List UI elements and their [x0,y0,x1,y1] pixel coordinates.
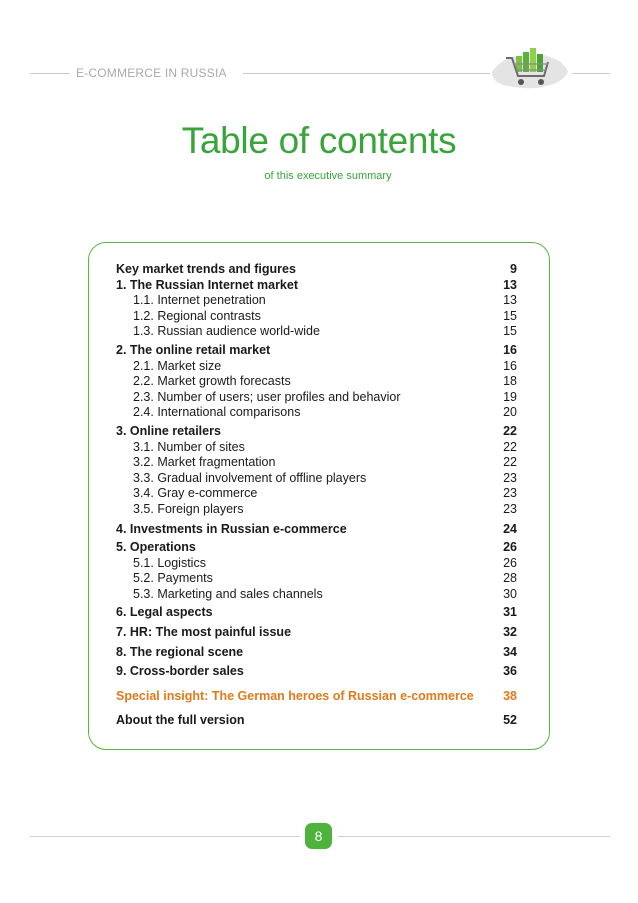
toc-entry-page: 9 [510,262,517,276]
toc-entry-page: 16 [503,358,517,373]
toc-entry-label: Key market trends and figures [116,262,296,276]
toc-entry-label: 8. The regional scene [116,644,244,659]
toc-entry-page: 22 [503,455,517,470]
toc-entry-page: 26 [503,540,517,555]
toc-entry-label: 2.2. Market growth forecasts [133,374,291,389]
toc-entry-page: 28 [503,571,517,586]
toc-entry-label: 3. Online retailers [116,423,221,438]
toc-section-entry[interactable] [116,262,517,278]
toc-entry-label: 5. Operations [116,540,196,555]
toc-entry-label: 5.1. Logistics [133,555,206,570]
toc-entry-page: 20 [503,405,517,420]
toc-section-entry[interactable] [116,605,517,621]
toc-entry-label: 6. Legal aspects [116,605,213,620]
header-rule-right [243,73,490,74]
toc-entry-page: 38 [503,688,517,703]
toc-entry-label: 9. Cross-border sales [116,664,244,679]
toc-entry-label: 2.4. International comparisons [133,405,301,420]
shopping-cart-russia-map-icon [488,42,570,98]
toc-section-entry[interactable] [116,424,517,440]
header-rule-far-right [572,73,610,74]
toc-entry-page: 22 [503,439,517,454]
toc-entry-page: 16 [503,342,517,357]
header-title: E-COMMERCE IN RUSSIA [76,66,227,80]
toc-section-entry[interactable] [116,343,517,359]
toc-entry-page: 23 [503,486,517,501]
toc-entry-page: 36 [503,664,517,679]
toc-entry-label: 3.5. Foreign players [133,501,244,516]
toc-section-entry[interactable] [116,645,517,661]
toc-entry-label: 3.2. Market fragmentation [133,455,276,470]
toc-entry-page: 13 [503,293,517,308]
toc-entry-label: 3.1. Number of sites [133,439,245,454]
footer-rule-right [338,836,610,837]
toc-subsection-entry[interactable] [116,502,517,518]
toc-section-entry[interactable] [116,689,517,705]
toc-subsection-entry[interactable] [116,324,517,340]
toc-section-entry[interactable] [116,522,517,538]
toc-entry-page: 52 [503,713,517,728]
toc-entry-page: 32 [503,625,517,640]
toc-entry-label: 3.3. Gradual involvement of offline players [133,470,367,485]
toc-subsection-entry[interactable] [116,556,517,572]
toc-entry-page: 23 [503,501,517,516]
toc-entry-label: 2. The online retail market [116,342,271,357]
toc-section-entry[interactable] [116,278,517,294]
toc-entry-label: 4. Investments in Russian e-commerce [116,521,347,536]
toc-entry-label: 3.4. Gray e-commerce [133,486,258,501]
toc-subsection-entry[interactable] [116,390,517,406]
toc-section-entry[interactable] [116,664,517,680]
toc-entry-label: 5.2. Payments [133,571,213,586]
toc-entry-label: 1.2. Regional contrasts [133,308,261,323]
toc-subsection-entry[interactable] [116,571,517,587]
toc-entry-page: 34 [503,644,517,659]
toc-entry-page: 18 [503,374,517,389]
toc-subsection-entry[interactable] [116,374,517,390]
toc-subsection-entry[interactable] [116,309,517,325]
toc-subsection-entry[interactable] [116,486,517,502]
toc-entry-page: 13 [503,277,517,292]
table-of-contents [116,262,517,729]
toc-subsection-entry[interactable] [116,440,517,456]
page-subtitle: of this executive summary [264,170,392,182]
toc-entry-page: 19 [503,389,517,404]
toc-section-entry[interactable] [116,625,517,641]
toc-subsection-entry[interactable] [116,587,517,603]
header-rule-left [30,73,70,74]
toc-entry-label: 5.3. Marketing and sales channels [133,586,323,601]
toc-entry-page: 23 [503,470,517,485]
toc-subsection-entry[interactable] [116,455,517,471]
toc-entry-page: 22 [503,423,517,438]
toc-entry-label: 2.3. Number of users; user profiles and behavior [133,389,401,404]
toc-entry-page: 30 [503,586,517,601]
toc-subsection-entry[interactable] [116,471,517,487]
toc-entry-label: About the full version [116,713,245,728]
toc-entry-label: 1.1. Internet penetration [133,293,266,308]
toc-entry-label: 1.3. Russian audience world-wide [133,324,320,339]
toc-subsection-entry[interactable] [116,293,517,309]
toc-section-entry[interactable] [116,713,517,729]
toc-entry-label: 2.1. Market size [133,358,222,373]
toc-subsection-entry[interactable] [116,359,517,375]
footer-rule-left [30,836,300,837]
toc-subsection-entry[interactable] [116,405,517,421]
toc-entry-page: 24 [503,521,517,536]
toc-entry-page: 31 [503,605,517,620]
page-title: Table of contents [181,120,457,161]
toc-entry-page: 15 [503,324,517,339]
toc-entry-page: 26 [503,555,517,570]
toc-entry-label: Special insight: The German heroes of Russian e-commerce [116,688,474,703]
toc-section-entry[interactable] [116,540,517,556]
page-number-badge: 8 [305,823,332,849]
toc-entry-label: 7. HR: The most painful issue [116,625,292,640]
toc-entry-page: 15 [503,308,517,323]
toc-entry-label: 1. The Russian Internet market [116,277,299,292]
